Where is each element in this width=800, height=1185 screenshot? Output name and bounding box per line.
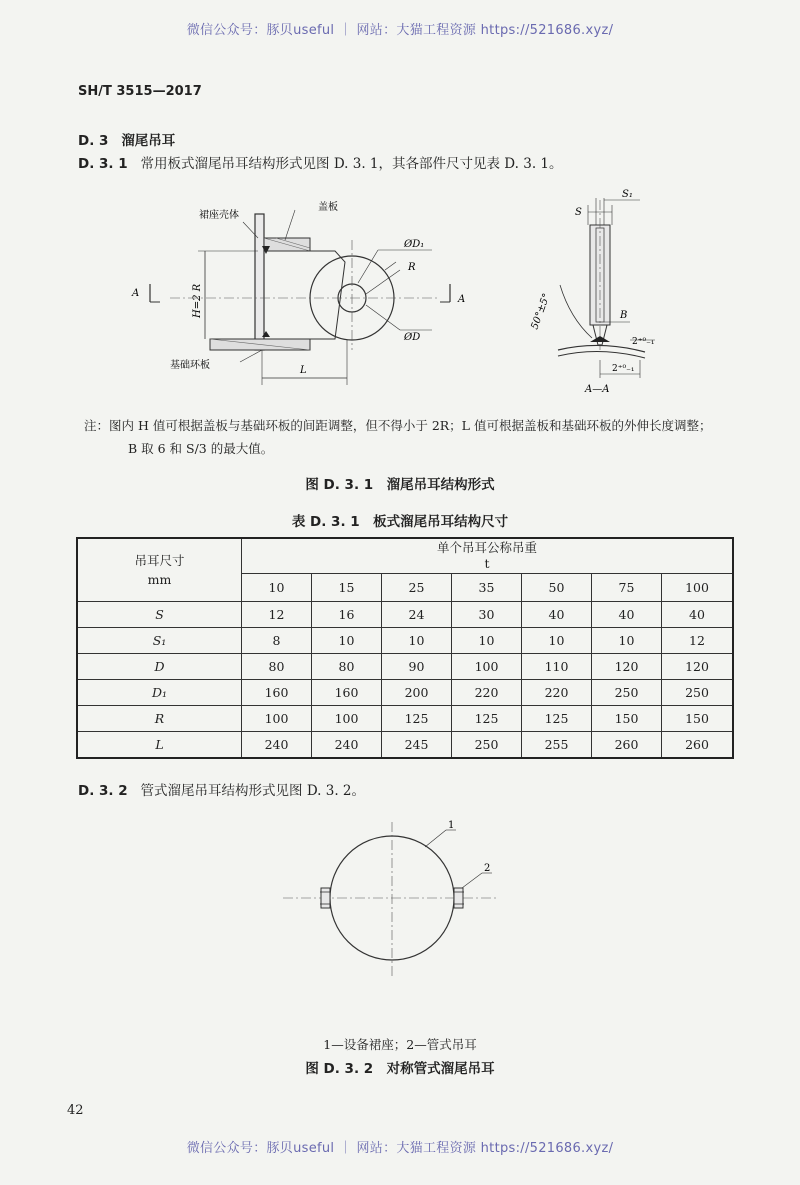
table-row	[77, 706, 733, 732]
callout-1: 1	[448, 820, 455, 831]
table-cell: 10	[592, 628, 662, 654]
table-cell: 120	[662, 654, 734, 680]
row-label: L	[77, 732, 242, 759]
label-bevel-upper: 2⁺⁰₋₁	[632, 337, 655, 347]
table-cell: 40	[592, 602, 662, 628]
table-cell: 255	[522, 732, 592, 759]
label-section-a-a: A—A	[585, 384, 610, 395]
watermark-top: 微信公众号：豚贝useful ｜ 网站：大猫工程资源 https://521686.xyz/	[186, 23, 614, 38]
table-cell: 220	[452, 680, 522, 706]
row-label: R	[77, 706, 242, 732]
table-cell: 8	[242, 628, 312, 654]
table-cell: 260	[592, 732, 662, 759]
paragraph-number: D. 3. 2	[78, 783, 128, 799]
table-cell: 16	[312, 602, 382, 628]
table-cell: 240	[242, 732, 312, 759]
table-cell: 150	[662, 706, 734, 732]
table-cell: 250	[452, 732, 522, 759]
table-cell: 125	[522, 706, 592, 732]
row-label: D	[77, 654, 242, 680]
label-l: L	[300, 365, 307, 376]
figure-d32-drawing	[0, 815, 800, 1015]
table-d31-caption: 表 D. 3. 1 板式溜尾吊耳结构尺寸	[291, 514, 509, 530]
document-header: SH/T 3515—2017	[78, 84, 202, 99]
page-number: 42	[67, 1103, 84, 1118]
label-section-a-right: A	[458, 294, 466, 305]
table-cell: 10	[452, 628, 522, 654]
table-row	[77, 654, 733, 680]
figure-d32-caption: 图 D. 3. 2 对称管式溜尾吊耳	[305, 1061, 495, 1077]
paragraph-text: 管式溜尾吊耳结构形式见图 D. 3. 2。	[140, 783, 366, 799]
figure-d31-drawing	[0, 185, 800, 405]
table-cell: 100	[312, 706, 382, 732]
label-b: B	[620, 310, 628, 321]
table-cell: 12	[242, 602, 312, 628]
table-cell: 250	[662, 680, 734, 706]
table-cell: 40	[522, 602, 592, 628]
table-row	[77, 602, 733, 628]
table-cell: 160	[312, 680, 382, 706]
row-header-label: 吊耳尺寸	[134, 553, 185, 568]
paragraph-d32	[78, 779, 365, 799]
label-height: H=2 R	[192, 283, 203, 318]
section-title: 溜尾吊耳	[121, 133, 176, 149]
table-row	[77, 732, 733, 759]
table-cell: 220	[522, 680, 592, 706]
column-header: 35	[452, 574, 522, 602]
row-header-unit: mm	[147, 572, 172, 587]
row-label: S	[77, 602, 242, 628]
watermark-bottom: 微信公众号：豚贝useful ｜ 网站：大猫工程资源 https://521686.xyz/	[186, 1141, 614, 1156]
section-d3-heading	[78, 129, 175, 149]
dimension-table	[76, 537, 734, 759]
table-cell: 150	[592, 706, 662, 732]
table-cell: 245	[382, 732, 452, 759]
table-cell: 10	[522, 628, 592, 654]
group-header-unit: t	[484, 556, 490, 571]
table-cell: 24	[382, 602, 452, 628]
table-cell: 260	[662, 732, 734, 759]
group-header-label: 单个吊耳公称吊重	[436, 540, 537, 555]
group-header-cell	[242, 538, 734, 574]
column-header: 50	[522, 574, 592, 602]
table-cell: 120	[592, 654, 662, 680]
label-cover-plate: 盖板	[318, 202, 338, 213]
table-cell: 40	[662, 602, 734, 628]
table-cell: 240	[312, 732, 382, 759]
paragraph-text: 常用板式溜尾吊耳结构形式见图 D. 3. 1，其各部件尺寸见表 D. 3. 1。	[140, 156, 563, 172]
table-row	[77, 680, 733, 706]
label-s: S	[575, 207, 582, 218]
figure-d31-caption: 图 D. 3. 1 溜尾吊耳结构形式	[305, 477, 495, 493]
table-cell: 80	[242, 654, 312, 680]
table-cell: 250	[592, 680, 662, 706]
label-r: R	[408, 262, 416, 273]
table-cell: 80	[312, 654, 382, 680]
paragraph-d31	[78, 152, 563, 172]
table-cell: 125	[452, 706, 522, 732]
callout-2: 2	[484, 863, 491, 874]
note-line-1: 注：图内 H 值可根据盖板与基础环板的间距调整，但不得小于 2R；L 值可根据盖板和基础环板的外伸长度调整；	[84, 418, 712, 433]
table-cell: 200	[382, 680, 452, 706]
column-header: 25	[382, 574, 452, 602]
figure-note	[84, 414, 744, 460]
paragraph-number: D. 3. 1	[78, 156, 128, 172]
row-label: D₁	[77, 680, 242, 706]
row-header-cell	[77, 538, 242, 602]
label-d: ØD	[404, 332, 421, 343]
table-cell: 10	[382, 628, 452, 654]
label-angle: 50°±5°	[529, 292, 553, 332]
label-section-a-left: A	[132, 288, 140, 299]
table-cell: 110	[522, 654, 592, 680]
table-header-row	[77, 538, 733, 574]
column-header: 10	[242, 574, 312, 602]
label-skirt-shell: 裙座壳体	[199, 210, 239, 221]
table-cell: 160	[242, 680, 312, 706]
table-cell: 30	[452, 602, 522, 628]
table-cell: 12	[662, 628, 734, 654]
column-header: 75	[592, 574, 662, 602]
table-cell: 10	[312, 628, 382, 654]
table-row	[77, 628, 733, 654]
label-s1: S₁	[622, 189, 633, 200]
label-d1: ØD₁	[404, 239, 425, 250]
column-header: 100	[662, 574, 734, 602]
label-bevel-lower: 2⁺⁰₋₁	[612, 364, 635, 374]
row-label: S₁	[77, 628, 242, 654]
table-cell: 100	[452, 654, 522, 680]
table-cell: 90	[382, 654, 452, 680]
label-base-ring-plate: 基础环板	[170, 360, 210, 371]
section-number: D. 3	[78, 133, 109, 149]
table-cell: 125	[382, 706, 452, 732]
table-cell: 100	[242, 706, 312, 732]
note-line-2: B 取 6 和 S/3 的最大值。	[128, 441, 274, 456]
figure-d32-legend: 1—设备裙座；2—管式吊耳	[323, 1037, 477, 1052]
column-header: 15	[312, 574, 382, 602]
